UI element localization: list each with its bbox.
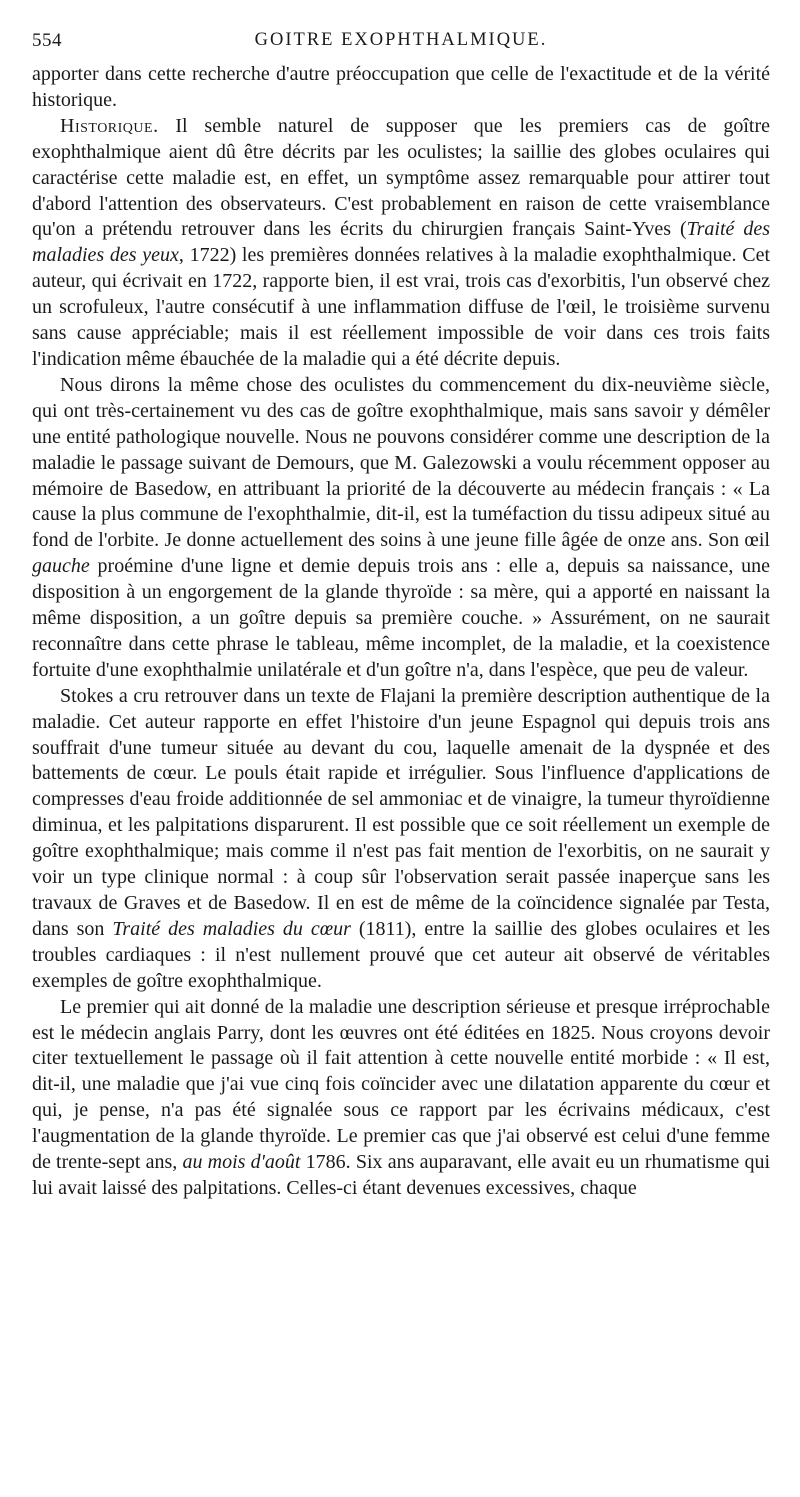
paragraph-parry — [32, 995, 770, 1202]
italic-citation: gauche — [32, 555, 90, 578]
italic-citation: Traité des maladies du cœur — [112, 917, 351, 940]
italic-citation: au mois d'août — [182, 1151, 301, 1174]
page-number: 554 — [32, 30, 62, 51]
text-run: Il semble naturel de supposer que les premiers cas de goître exophthalmique aient dû être décrits par les oculistes; la saillie des globes oculaires qui caractérise cette maladie est, en effet, un symptôme assez remarquable pour attirer tout d'abord l'attention des observateurs. C'est probablement en raison de cette vraisemblance qu'on a prétendu retrouver dans les écrits du chirurgien français Saint-Yves ( — [32, 114, 770, 241]
running-title: GOITRE EXOPHTHALMIQUE. — [254, 30, 548, 50]
text-run: (1811), entre la saillie des globes oculaires et les troubles cardiaques : il n'est nullement prouvé que cet auteur ait observé de véritables exemples de goître exophthalmique. — [32, 917, 770, 992]
paragraph-oculistes — [32, 373, 770, 684]
text-run: proémine d'une ligne et demie depuis trois ans : elle a, depuis sa naissance, une disposition à un engorgement de la glande thyroïde : sa mère, qui a apporté en naissant la même disposition, a un goître depuis sa première couche. » Assurément, on ne saurait reconnaître dans cette phrase le tableau, même incomplet, de la maladie, et la coexistence fortuite d'une exophthalmie unilatérale et d'un goître n'a, dans l'espèce, que peu de valeur. — [32, 555, 770, 681]
text-run: Stokes a cru retrouver dans un texte de Flajani la première description authentique de la maladie. Cet auteur rapporte en effet l'histoire d'un jeune Espagnol qui depuis trois ans souffrait d'une tumeur située au devant du cou, laquelle amenait de la dyspnée et des battements de cœur. Le pouls était rapide et irrégulier. Sous l'influence d'applications de compresses d'eau froide additionnée de sel ammoniac et de vinaigre, la tumeur thyroïdienne diminua, et les palpitations disparurent. Il est possible que ce soit réellement un exemple de goître exophthalmique; mais comme il n'est pas fait mention de l'exorbitis, on ne saurait y voir un type clinique normal : à coup sûr l'observation serait passée inaperçue sans les travaux de Graves et de Basedow. Il en est de même de la coïncidence signalée par Testa, dans son — [32, 684, 770, 940]
section-lead-word: Historique. — [60, 114, 159, 137]
text-run: Le premier qui ait donné de la maladie une description sérieuse et presque irréprochable est le médecin anglais Parry, dont les œuvres ont été éditées en 1825. Nous croyons devoir citer textuellement le passage où il fait attention à cette nouvelle entité morbide : « Il est, dit-il, une maladie que j'ai vue cinq fois coïncider avec une dilatation apparente du cœur et qui, je pense, n'a pas été signalée sous ce rapport par les écrivains médicaux, c'est l'augmentation de la glande thyroïde. Le premier cas que j'ai observé est celui d'une femme de trente-sept ans, — [32, 995, 770, 1174]
text-run: apporter dans cette recherche d'autre préoccupation que celle de l'exactitude et de la vérité historique. — [32, 63, 770, 111]
body-text — [32, 62, 770, 1202]
paragraph-historique — [32, 114, 770, 373]
text-run: Nous dirons la même chose des oculistes du commencement du dix-neuvième siècle, qui ont très-certainement vu des cas de goître exophthalmique, mais sans savoir y démêler une entité pathologique nouvelle. Nous ne pouvons considérer comme une description de la maladie le passage suivant de Demours, que M. Galezowski a voulu récemment opposer au mémoire de Basedow, en attribuant la priorité de la découverte au médecin français : « La cause la plus commune de l'exophthalmie, dit-il, est la tuméfaction du tissu adipeux situé au fond de l'orbite. Je donne actuellement des soins à une jeune fille âgée de onze ans. Son œil — [32, 373, 770, 552]
text-run: , 1722) les premières données relatives à la maladie exophthalmique. Cet auteur, qui écrivait en 1722, rapporte bien, il est vrai, trois cas d'exorbitis, l'un observé chez un scrofuleux, l'autre consécutif à une inflammation diffuse de l'œil, le troisième survenu sans cause appréciable; mais il est réellement impossible de voir dans ces trois faits l'indication même ébauchée de la maladie qui a été décrite depuis. — [32, 244, 771, 370]
page-header — [32, 30, 770, 54]
text-run: 1786. Six ans auparavant, elle avait eu un rhumatisme qui lui avait laissé des palpitations. Celles-ci étant devenues excessives, chaque — [32, 1151, 770, 1199]
paragraph-continuation — [32, 62, 770, 114]
italic-citation: Traité des maladies des yeux — [32, 218, 770, 267]
paragraph-stokes-flajani — [32, 684, 770, 995]
